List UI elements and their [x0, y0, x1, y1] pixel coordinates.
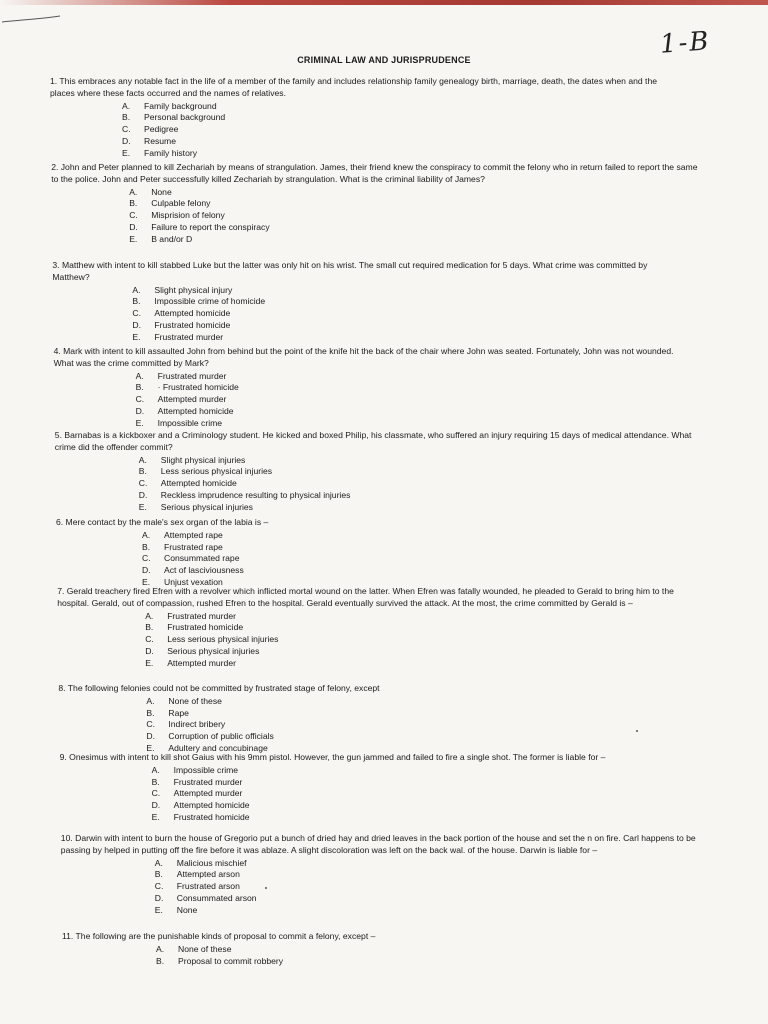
choice-letter: D.: [151, 800, 161, 811]
answer-choice: [152, 800, 690, 812]
choice-letter: C.: [135, 394, 145, 405]
choice-text: Adultery and concubinage: [168, 742, 268, 753]
choice-letter: C.: [142, 553, 151, 564]
choice-letter: C.: [146, 719, 155, 730]
choice-letter: E.: [122, 147, 131, 158]
choice-letter: E.: [146, 742, 155, 753]
choice-text: Personal background: [144, 112, 226, 123]
question-text: 8. The following felonies could not be committed by frustrated stage of felony, except: [58, 683, 380, 693]
question-text: 3. Matthew with intent to kill stabbed Luke but the latter was only hit on his wrist. The small cut required medication for 5 days. What crime was committed by Matthew?: [52, 260, 648, 282]
choice-letter: C.: [145, 634, 154, 645]
choice-letter: B.: [129, 198, 138, 209]
answer-choice: [122, 136, 680, 148]
answer-choice: [152, 788, 690, 800]
choice-text: None of these: [178, 943, 232, 954]
choice-letter: B.: [145, 622, 154, 633]
choice-text: Corruption of public officials: [168, 731, 274, 742]
answer-choice: [136, 394, 674, 406]
choice-letter: A.: [122, 100, 131, 111]
choice-letter: E.: [135, 417, 144, 428]
choice-letter: D.: [142, 565, 151, 576]
answer-choice: [136, 418, 674, 430]
answer-choice: [145, 622, 707, 634]
answer-choice: [155, 869, 701, 881]
answer-choice: [132, 320, 682, 332]
choice-text: Frustrated homicide: [173, 811, 250, 822]
choice-letter: B.: [156, 955, 165, 966]
choice-letter: D.: [122, 135, 131, 146]
answer-choice: [129, 210, 701, 222]
answer-choice: [142, 542, 456, 554]
choice-letter: A.: [146, 695, 155, 706]
question-item: [57, 586, 707, 670]
answer-choice: [145, 646, 707, 658]
answer-choice: [139, 455, 705, 467]
choice-letter: A.: [132, 284, 141, 295]
answer-choice: [136, 371, 674, 383]
choice-text: Malicious mischief: [176, 857, 247, 868]
choice-letter: D.: [146, 731, 155, 742]
answer-choice: [145, 658, 707, 670]
answer-choice: [142, 530, 456, 542]
answer-choice: [132, 308, 682, 320]
answer-choice: [122, 148, 680, 160]
choice-text: Attempted arson: [176, 869, 240, 880]
choice-letter: B.: [151, 776, 160, 787]
choice-text: Less serious physical injuries: [160, 466, 273, 477]
question-item: [50, 76, 680, 160]
choice-letter: B.: [132, 296, 141, 307]
question-item: [62, 931, 562, 967]
choice-letter: A.: [145, 610, 154, 621]
answer-choice: [156, 944, 562, 956]
answer-choice: [122, 112, 680, 124]
choice-letter: E.: [129, 233, 138, 244]
answer-choice: [155, 893, 701, 905]
choice-letter: C.: [138, 478, 148, 489]
choice-letter: E.: [138, 501, 147, 512]
answer-choice: [122, 124, 680, 136]
choice-list: [142, 530, 456, 589]
answer-choice: [132, 285, 682, 297]
choice-text: Attempted homicide: [173, 800, 250, 811]
answer-choice: [145, 611, 707, 623]
answer-choice: [122, 101, 680, 113]
answer-choice: [129, 222, 701, 234]
choice-letter: A.: [129, 186, 138, 197]
choice-letter: D.: [129, 221, 138, 232]
answer-choice: [139, 466, 705, 478]
question-item: [52, 260, 682, 344]
choice-list: [145, 611, 707, 670]
choice-text: Unjust vexation: [164, 576, 223, 587]
choice-list: [122, 101, 680, 160]
answer-choice: [129, 187, 701, 199]
choice-text: Resume: [144, 135, 176, 146]
choice-letter: D.: [135, 405, 145, 416]
choice-letter: B.: [138, 466, 147, 477]
choice-letter: A.: [142, 529, 151, 540]
choice-text: Family background: [144, 100, 217, 111]
answer-choice: [142, 553, 456, 565]
answer-choice: [145, 634, 707, 646]
choice-text: Attempted homicide: [157, 405, 234, 416]
choice-text: Frustrated homicide: [167, 622, 244, 633]
choice-text: Rape: [168, 707, 189, 718]
answer-choice: [132, 332, 682, 344]
choice-text: Reckless imprudence resulting to physical injuries: [160, 489, 351, 500]
choice-text: Frustrated rape: [164, 541, 223, 552]
choice-text: Less serious physical injuries: [167, 634, 279, 645]
choice-letter: B.: [146, 707, 155, 718]
question-text: 6. Mere contact by the male's sex organ of the labia is –: [56, 517, 269, 527]
choice-letter: B.: [135, 382, 144, 393]
choice-list: [152, 765, 690, 824]
choice-letter: C.: [154, 881, 164, 892]
question-text: 10. Darwin with intent to burn the house of Gregorio put a bunch of dried hay and dried leaves in the back portion of the house and set the n on fire. Carl happens to be passing by helped in putting off the fire before it was ablaze. A slight discoloration was left on the back wal. of the house. Darwin is liable for –: [60, 833, 696, 855]
answer-choice: [155, 881, 701, 893]
question-item: [54, 346, 674, 430]
choice-text: Consummated arson: [176, 892, 257, 903]
choice-letter: D.: [138, 489, 148, 500]
question-list: [50, 0, 710, 1024]
answer-choice: [136, 406, 674, 418]
question-text: 9. Onesimus with intent to kill shot Gaius with his 9mm pistol. However, the gun jammed and failed to fire a single shot. The former is liable for –: [59, 752, 606, 762]
choice-text: Serious physical injuries: [160, 501, 253, 512]
choice-text: Attempted murder: [173, 788, 243, 799]
choice-letter: A.: [156, 943, 165, 954]
answer-choice: [146, 708, 558, 720]
choice-text: Attempted homicide: [160, 478, 237, 489]
choice-letter: B.: [154, 869, 163, 880]
answer-choice: [155, 858, 701, 870]
answer-choice: [152, 765, 690, 777]
choice-letter: C.: [151, 788, 161, 799]
choice-text: Attempted rape: [164, 529, 223, 540]
choice-text: Pedigree: [144, 124, 179, 135]
choice-list: [129, 187, 701, 246]
choice-letter: D.: [154, 892, 164, 903]
answer-choice: [146, 731, 558, 743]
choice-text: Frustrated homicide: [154, 319, 231, 330]
choice-text: Slight physical injuries: [160, 454, 246, 465]
question-text: 4. Mark with intent to kill assaulted John from behind but the point of the knife hit the back of the chair where John was seated. Fortunately, John was not wounded. What was the crime committed by Mark?: [53, 346, 674, 368]
choice-text: Consummated rape: [164, 553, 240, 564]
choice-letter: B.: [122, 112, 131, 123]
choice-text: Attempted murder: [167, 657, 236, 668]
question-text: 5. Barnabas is a kickboxer and a Criminology student. He kicked and boxed Philip, his classmate, who suffered an injury requiring 15 days of medical attendance. What crime did the offender commit?: [54, 430, 692, 452]
choice-text: Indirect bribery: [168, 719, 226, 730]
choice-text: Act of lasciviousness: [164, 565, 244, 576]
answer-choice: [152, 812, 690, 824]
answer-choice: [136, 382, 674, 394]
choice-letter: D.: [145, 645, 154, 656]
choice-text: Impossible crime: [157, 417, 223, 428]
choice-letter: E.: [151, 811, 160, 822]
answer-choice: [139, 490, 705, 502]
choice-letter: E.: [145, 657, 154, 668]
choice-list: [155, 858, 701, 917]
handwritten-set-mark: 1-B: [659, 26, 712, 60]
answer-choice: [152, 777, 690, 789]
choice-list: [132, 285, 682, 344]
choice-text: Impossible crime: [173, 764, 239, 775]
question-item: [55, 430, 705, 514]
answer-choice: [142, 565, 456, 577]
choice-text: Failure to report the conspiracy: [151, 221, 270, 232]
choice-text: Attempted homicide: [154, 308, 231, 319]
choice-letter: A.: [151, 764, 160, 775]
choice-text: None: [151, 186, 172, 197]
choice-text: Misprision of felony: [151, 210, 225, 221]
answer-choice: [132, 296, 682, 308]
choice-letter: E.: [142, 576, 151, 587]
answer-choice: [139, 478, 705, 490]
question-item: [61, 833, 701, 917]
choice-letter: C.: [129, 210, 138, 221]
question-text: 11. The following are the punishable kinds of proposal to commit a felony, except –: [62, 931, 376, 941]
scan-speck: [265, 887, 267, 889]
question-text: 7. Gerald treachery fired Efren with a revolver which inflicted mortal wound on the latter. When Efren was fatally wounded, he pleaded to Gerald to bring him to the hospital. Gerald, out of compassion, rushed Efren to the hospital. Gerald eventually survived the attack. At the most, the crime committed by Gerald is –: [57, 586, 674, 608]
choice-text: None of these: [168, 695, 222, 706]
choice-text: Proposal to commit robbery: [178, 955, 284, 966]
answer-choice: [146, 719, 558, 731]
question-item: [60, 752, 690, 824]
choice-letter: A.: [135, 370, 144, 381]
choice-list: [156, 944, 562, 968]
choice-text: Frustrated murder: [173, 776, 243, 787]
choice-text: Attempted murder: [157, 394, 227, 405]
answer-choice: [156, 956, 562, 968]
choice-text: Culpable felony: [151, 198, 211, 209]
choice-text: · Frustrated homicide: [157, 382, 239, 393]
question-item: [56, 517, 456, 589]
question-text: 1. This embraces any notable fact in the life of a member of the family and includes relationship family genealogy birth, marriage, death, the dates when and the places where these facts occurred and the names of relatives.: [50, 76, 658, 98]
choice-text: Impossible crime of homicide: [154, 296, 266, 307]
choice-text: Frustrated murder: [167, 610, 236, 621]
choice-text: Family history: [144, 147, 198, 158]
choice-text: Slight physical injury: [154, 284, 233, 295]
choice-list: [139, 455, 705, 514]
choice-text: Frustrated arson: [176, 881, 240, 892]
answer-choice: [146, 696, 558, 708]
choice-text: Frustrated murder: [154, 331, 224, 342]
choice-letter: C.: [122, 124, 131, 135]
question-item: [51, 162, 701, 246]
answer-choice: [155, 905, 701, 917]
choice-letter: C.: [132, 308, 141, 319]
scan-speck: [636, 730, 638, 732]
choice-letter: A.: [138, 454, 147, 465]
page-title: CRIMINAL LAW AND JURISPRUDENCE: [297, 55, 471, 65]
choice-letter: E.: [154, 904, 163, 915]
question-item: [58, 683, 558, 755]
answer-choice: [129, 198, 701, 210]
choice-letter: A.: [154, 857, 163, 868]
choice-text: None: [176, 904, 198, 915]
question-text: 2. John and Peter planned to kill Zechariah by means of strangulation. James, their friend knew the conspiracy to commit the felony who in return failed to report the same to the police. John and Peter successfully killed Zechariah by strangulation. What is the criminal liability of James?: [51, 162, 698, 184]
choice-letter: B.: [142, 541, 151, 552]
choice-text: Serious physical injuries: [167, 645, 260, 656]
answer-choice: [129, 234, 701, 246]
answer-choice: [139, 502, 705, 514]
choice-text: Frustrated murder: [157, 370, 227, 381]
choice-letter: D.: [132, 319, 141, 330]
choice-text: B and/or D: [151, 233, 193, 244]
choice-list: [146, 696, 558, 755]
choice-letter: E.: [132, 331, 141, 342]
choice-list: [136, 371, 674, 430]
